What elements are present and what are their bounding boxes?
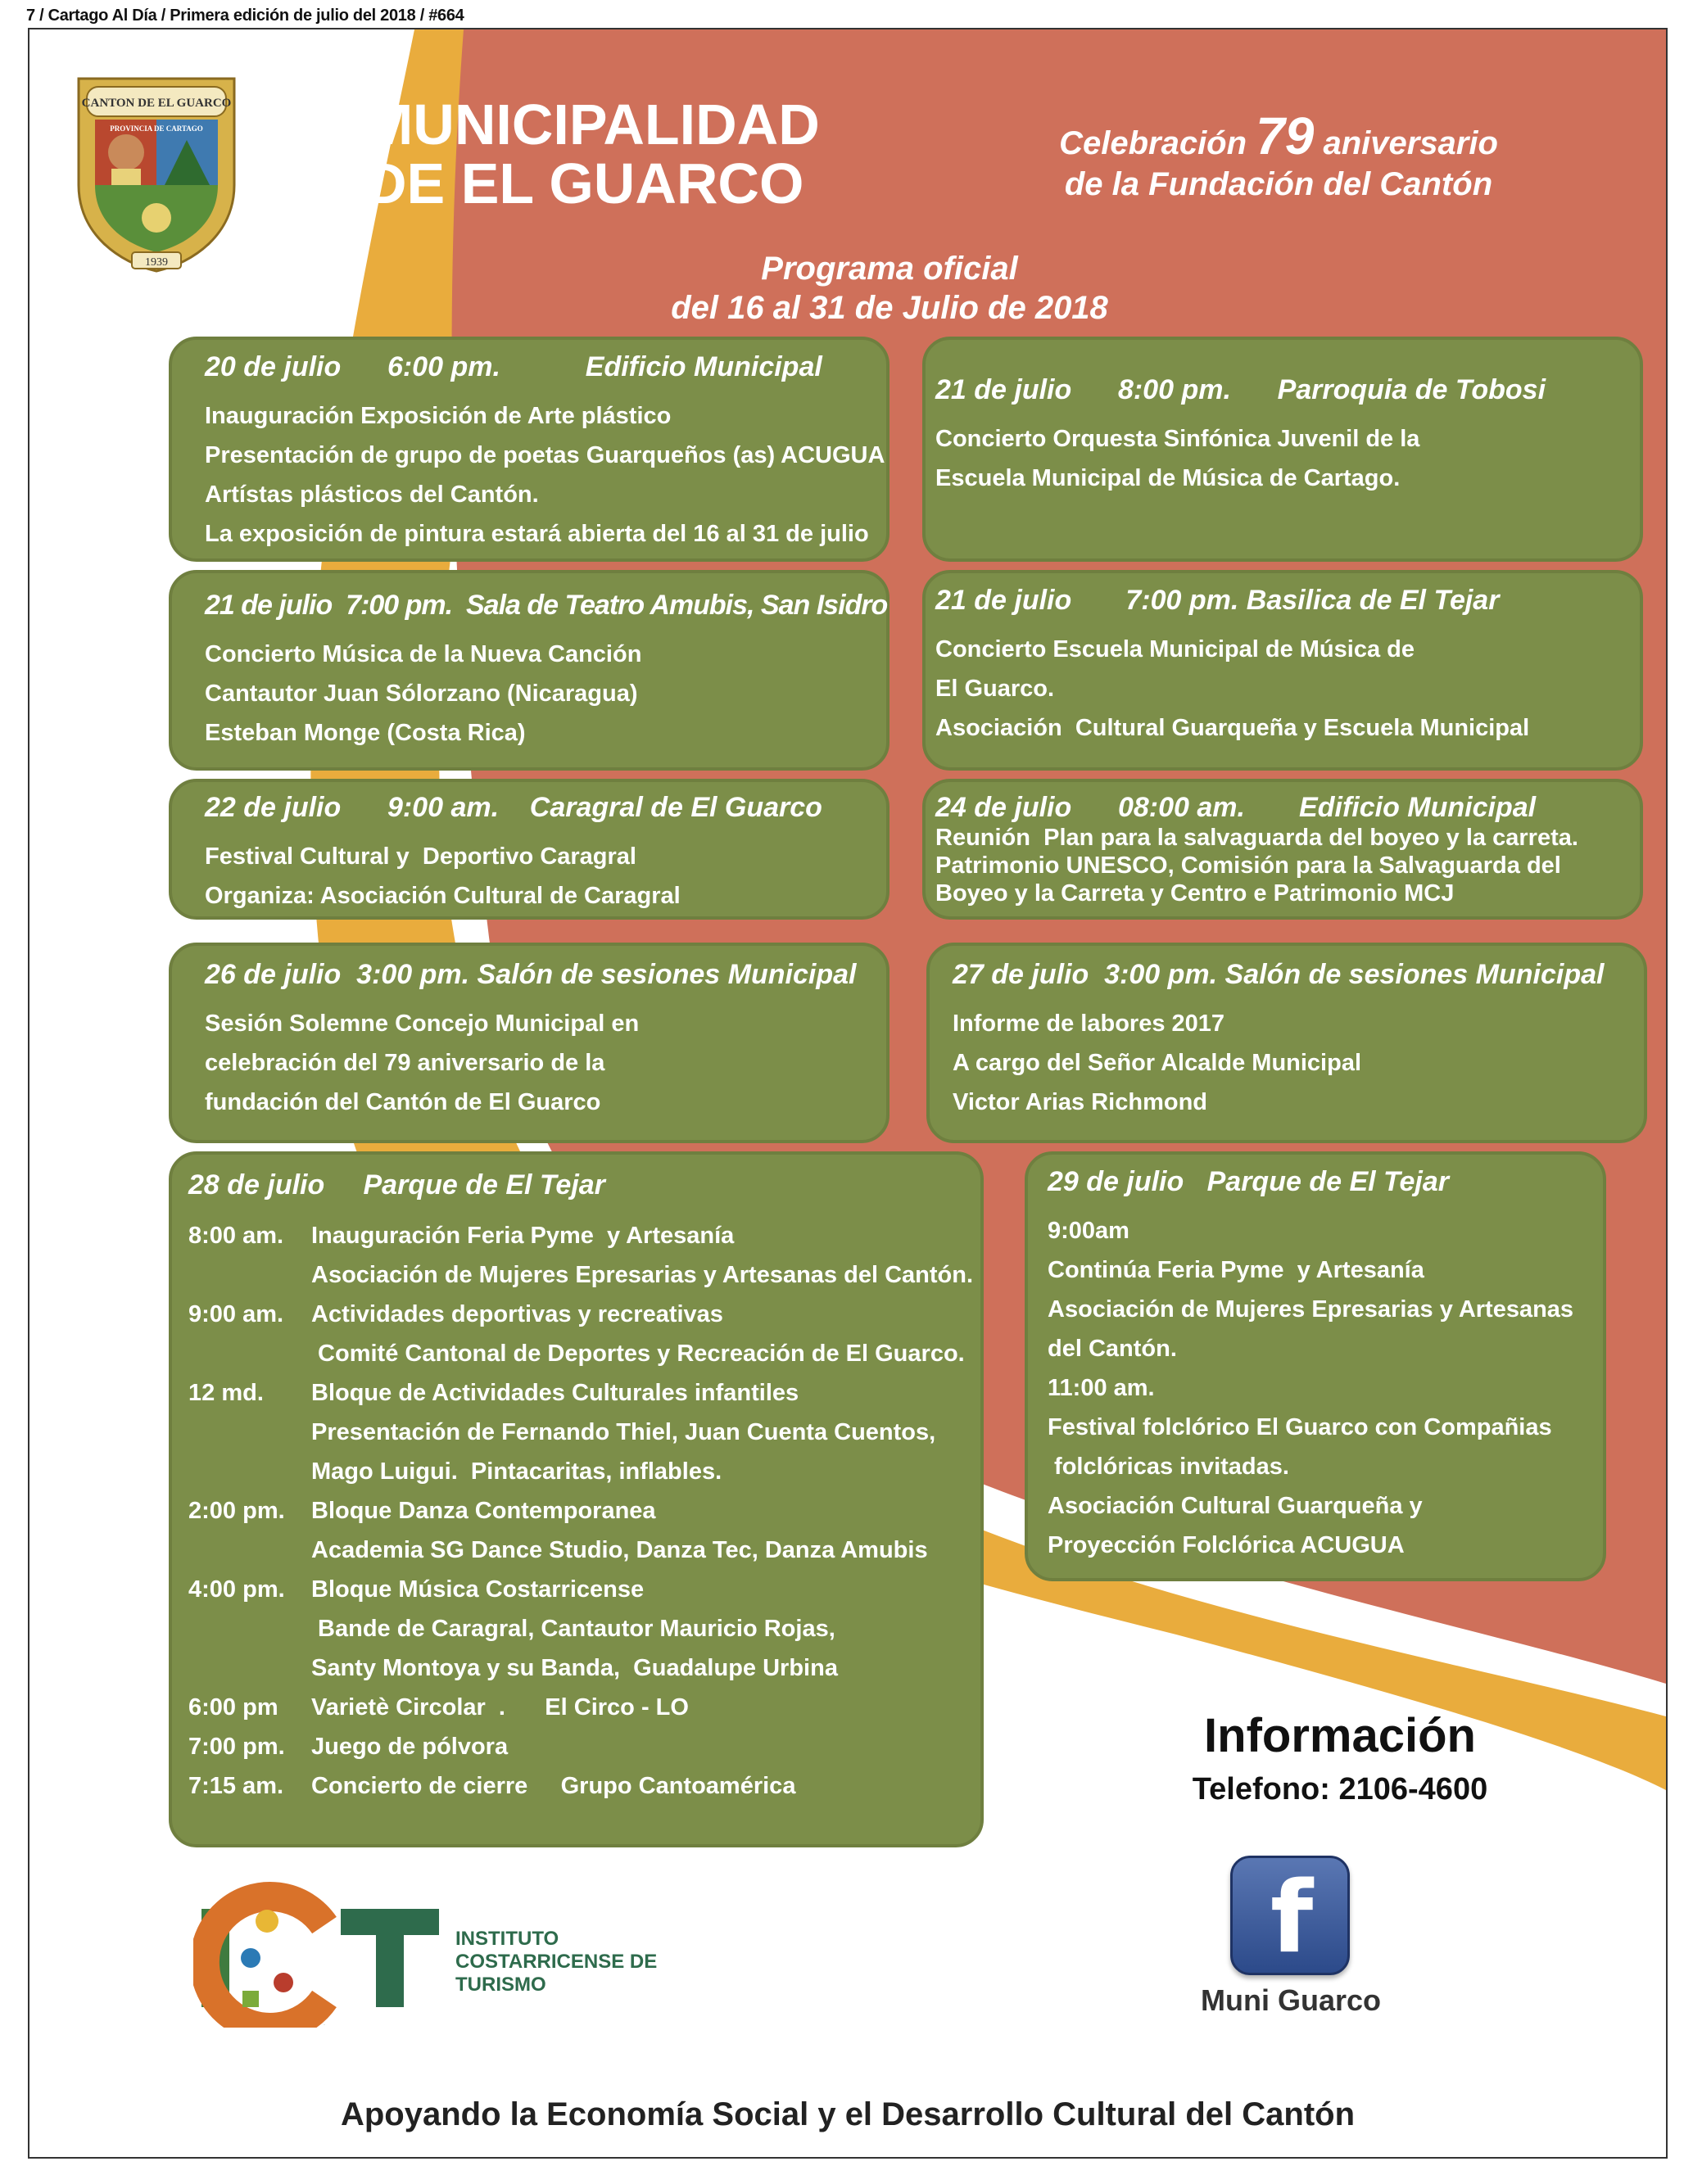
schedule-row — [188, 1255, 980, 1295]
ict-logo — [193, 1876, 455, 2028]
schedule-time: 4:00 pm. — [188, 1576, 285, 1603]
event-card-21-julio-tobosi — [922, 337, 1643, 562]
municipality-title — [365, 95, 820, 213]
schedule-time: 12 md. — [188, 1380, 264, 1406]
schedule-text: Academia SG Dance Studio, Danza Tec, Danza Amubis — [311, 1537, 928, 1563]
schedule-text: Santy Montoya y su Banda, Guadalupe Urbina — [311, 1655, 838, 1681]
schedule-text: Bande de Caragral, Cantautor Mauricio Rojas, — [311, 1616, 835, 1642]
event-line: Cantautor Juan Sólorzano (Nicaragua) — [205, 681, 638, 707]
schedule-row — [188, 1491, 980, 1531]
schedule-text: Concierto de cierre Grupo Cantoamérica — [311, 1773, 796, 1799]
ict-line1: INSTITUTO — [455, 1928, 559, 1950]
schedule-text: Comité Cantonal de Deportes y Recreación de El Guarco. — [311, 1341, 965, 1367]
event-card-21-julio-amubis — [169, 570, 890, 771]
municipal-emblem — [62, 62, 251, 275]
event-header: 26 de julio 3:00 pm. Salón de sesiones Municipal — [205, 959, 857, 990]
event-line: Inauguración Exposición de Arte plástico — [205, 403, 672, 429]
event-line: Esteban Monge (Costa Rica) — [205, 720, 526, 746]
event-line: del Cantón. — [1048, 1336, 1177, 1362]
event-header: 28 de julio Parque de El Tejar — [188, 1169, 605, 1201]
celebration-post: aniversario — [1314, 125, 1498, 161]
schedule-row — [188, 1295, 980, 1334]
municipality-title-line2: DE EL GUARCO — [365, 151, 804, 215]
program-title — [603, 249, 1176, 328]
event-line: Patrimonio UNESCO, Comisión para la Salvaguarda del — [935, 852, 1561, 879]
schedule-text: Bloque Danza Contemporanea — [311, 1498, 656, 1524]
event-line: Boyeo y la Carreta y Centro e Patrimonio MCJ — [935, 880, 1455, 907]
ict-letters: ICT — [324, 2025, 325, 2026]
event-line: Concierto Música de la Nueva Canción — [205, 641, 642, 667]
event-card-27-julio — [926, 943, 1647, 1143]
schedule-text: Inauguración Feria Pyme y Artesanía — [311, 1223, 735, 1249]
celebration-text — [1025, 106, 1532, 205]
schedule-text: Varietè Circolar . El Circo - LO — [311, 1694, 689, 1721]
event-card-24-julio — [922, 779, 1643, 920]
schedule-row — [188, 1727, 980, 1766]
event-header: 21 de julio 7:00 pm. Basilica de El Tejar — [935, 585, 1500, 616]
ict-line3: TURISMO — [455, 1974, 546, 1996]
schedule-text: Mago Luigui. Pintacaritas, inflables. — [311, 1458, 722, 1485]
event-line: Concierto Orquesta Sinfónica Juvenil de la — [935, 426, 1420, 452]
facebook-glyph: f — [1270, 1861, 1314, 1975]
celebration-pre: Celebración — [1059, 125, 1256, 161]
event-header: 24 de julio 08:00 am. Edificio Municipal — [935, 792, 1537, 823]
schedule-time — [188, 1531, 311, 1570]
event-line: Escuela Municipal de Música de Cartago. — [935, 465, 1401, 491]
event-header: 21 de julio 8:00 pm. Parroquia de Tobosi — [935, 374, 1546, 405]
schedule-time: 7:00 pm. — [188, 1734, 285, 1760]
event-line: Asociación Cultural Guarqueña y — [1048, 1493, 1423, 1519]
event-line: La exposición de pintura estará abierta del 16 al 31 de julio — [205, 521, 869, 547]
event-line: El Guarco. — [935, 676, 1055, 702]
schedule-time: 7:15 am. — [188, 1773, 284, 1799]
schedule-time — [188, 1452, 311, 1491]
schedule-time — [188, 1648, 311, 1688]
event-header: 22 de julio 9:00 am. Caragral de El Guarco — [205, 792, 822, 823]
schedule-time: 2:00 pm. — [188, 1498, 285, 1524]
ict-line2: COSTARRICENSE DE — [455, 1951, 658, 1973]
schedule-text: Asociación de Mujeres Epresarias y Artesanas del Cantón. — [311, 1262, 974, 1288]
ict-name — [455, 1928, 657, 1996]
facebook-label[interactable]: Muni Guarco — [1200, 1983, 1381, 2017]
info-title: Información — [1204, 1709, 1476, 1762]
event-line: 11:00 am. — [1048, 1375, 1155, 1401]
event-line: Proyección Folclórica ACUGUA — [1048, 1532, 1405, 1558]
event-header: 29 de julio Parque de El Tejar — [1048, 1166, 1450, 1197]
event-line: Concierto Escuela Municipal de Música de — [935, 636, 1415, 662]
schedule-row — [188, 1688, 980, 1727]
schedule-text: Presentación de Fernando Thiel, Juan Cuenta Cuentos, — [311, 1419, 936, 1445]
schedule-row — [188, 1452, 980, 1491]
footer-slogan: Apoyando la Economía Social y el Desarrollo Cultural del Cantón — [340, 2096, 1356, 2132]
schedule-time: 6:00 pm — [188, 1694, 278, 1721]
celebration-line2: de la Fundación del Cantón — [1064, 166, 1493, 202]
schedule-time: 9:00 am. — [188, 1301, 284, 1327]
event-card-29-julio — [1025, 1151, 1606, 1581]
event-line: Reunión Plan para la salvaguarda del boyeo y la carreta. — [935, 825, 1578, 851]
event-line: Organiza: Asociación Cultural de Caragral — [205, 883, 681, 909]
event-header: 20 de julio 6:00 pm. Edificio Municipal — [205, 351, 822, 382]
event-line: Festival folclórico El Guarco con Compañias — [1048, 1414, 1552, 1440]
info-phone: Telefono: 2106-4600 — [1192, 1772, 1488, 1806]
event-line: fundación del Cantón de El Guarco — [205, 1089, 601, 1115]
event-line: Festival Cultural y Deportivo Caragral — [205, 843, 636, 870]
schedule-time — [188, 1609, 311, 1648]
schedule-row — [188, 1609, 980, 1648]
event-line: A cargo del Señor Alcalde Municipal — [953, 1050, 1362, 1076]
schedule-time — [188, 1413, 311, 1452]
schedule-row — [188, 1216, 980, 1255]
event-line: celebración del 79 aniversario de la — [205, 1050, 605, 1076]
schedule-row — [188, 1766, 980, 1806]
event-line: Victor Arias Richmond — [953, 1089, 1208, 1115]
schedule-row — [188, 1413, 980, 1452]
schedule-row — [188, 1570, 980, 1609]
event-line: Sesión Solemne Concejo Municipal en — [205, 1011, 640, 1037]
schedule-text: Bloque Música Costarricense — [311, 1576, 645, 1603]
schedule-row — [188, 1373, 980, 1413]
schedule-row — [188, 1334, 980, 1373]
page-header: 7 / Cartago Al Día / Primera edición de julio del 2018 / #664 — [26, 7, 464, 25]
event-line: Continúa Feria Pyme y Artesanía — [1048, 1257, 1424, 1283]
emblem-title-text: CANTON DE EL GUARCO — [81, 97, 232, 110]
municipality-title-line1: MUNICIPALIDAD — [365, 93, 820, 156]
facebook-icon[interactable] — [1230, 1856, 1350, 1975]
emblem-year-text: 1939 — [145, 256, 168, 269]
event-line: Informe de labores 2017 — [953, 1011, 1225, 1037]
schedule-text: Actividades deportivas y recreativas — [311, 1301, 723, 1327]
event-card-26-julio — [169, 943, 890, 1143]
event-line: folclóricas invitadas. — [1048, 1454, 1289, 1480]
schedule-text: Juego de pólvora — [311, 1734, 509, 1760]
event-card-22-julio — [169, 779, 890, 920]
celebration-number: 79 — [1256, 106, 1315, 165]
schedule-row — [188, 1531, 980, 1570]
emblem-subtitle-text: PROVINCIA DE CARTAGO — [110, 124, 203, 133]
event-card-21-julio-tejar — [922, 570, 1643, 771]
schedule-time — [188, 1255, 311, 1295]
event-line: 9:00am — [1048, 1218, 1129, 1244]
program-line1: Programa oficial — [761, 251, 1018, 287]
event-line: Asociación de Mujeres Epresarias y Artesanas — [1048, 1296, 1574, 1323]
program-line2: del 16 al 31 de Julio de 2018 — [671, 290, 1108, 326]
event-header: 21 de julio 7:00 pm. Sala de Teatro Amubis, San Isidro — [205, 590, 888, 621]
event-line: Presentación de grupo de poetas Guarqueños (as) ACUGUA — [205, 442, 885, 468]
event-header: 27 de julio 3:00 pm. Salón de sesiones Municipal — [953, 959, 1605, 990]
event-line: Asociación Cultural Guarqueña y Escuela Municipal — [935, 715, 1530, 741]
poster — [28, 28, 1668, 2159]
schedule-row — [188, 1648, 980, 1688]
event-line: Artístas plásticos del Cantón. — [205, 482, 539, 508]
schedule-text: Bloque de Actividades Culturales infantiles — [311, 1380, 799, 1406]
schedule-time: 8:00 am. — [188, 1223, 284, 1249]
schedule-time — [188, 1334, 311, 1373]
schedule-list — [188, 1216, 980, 1806]
event-card-20-julio — [169, 337, 890, 562]
event-card-28-julio — [169, 1151, 984, 1847]
